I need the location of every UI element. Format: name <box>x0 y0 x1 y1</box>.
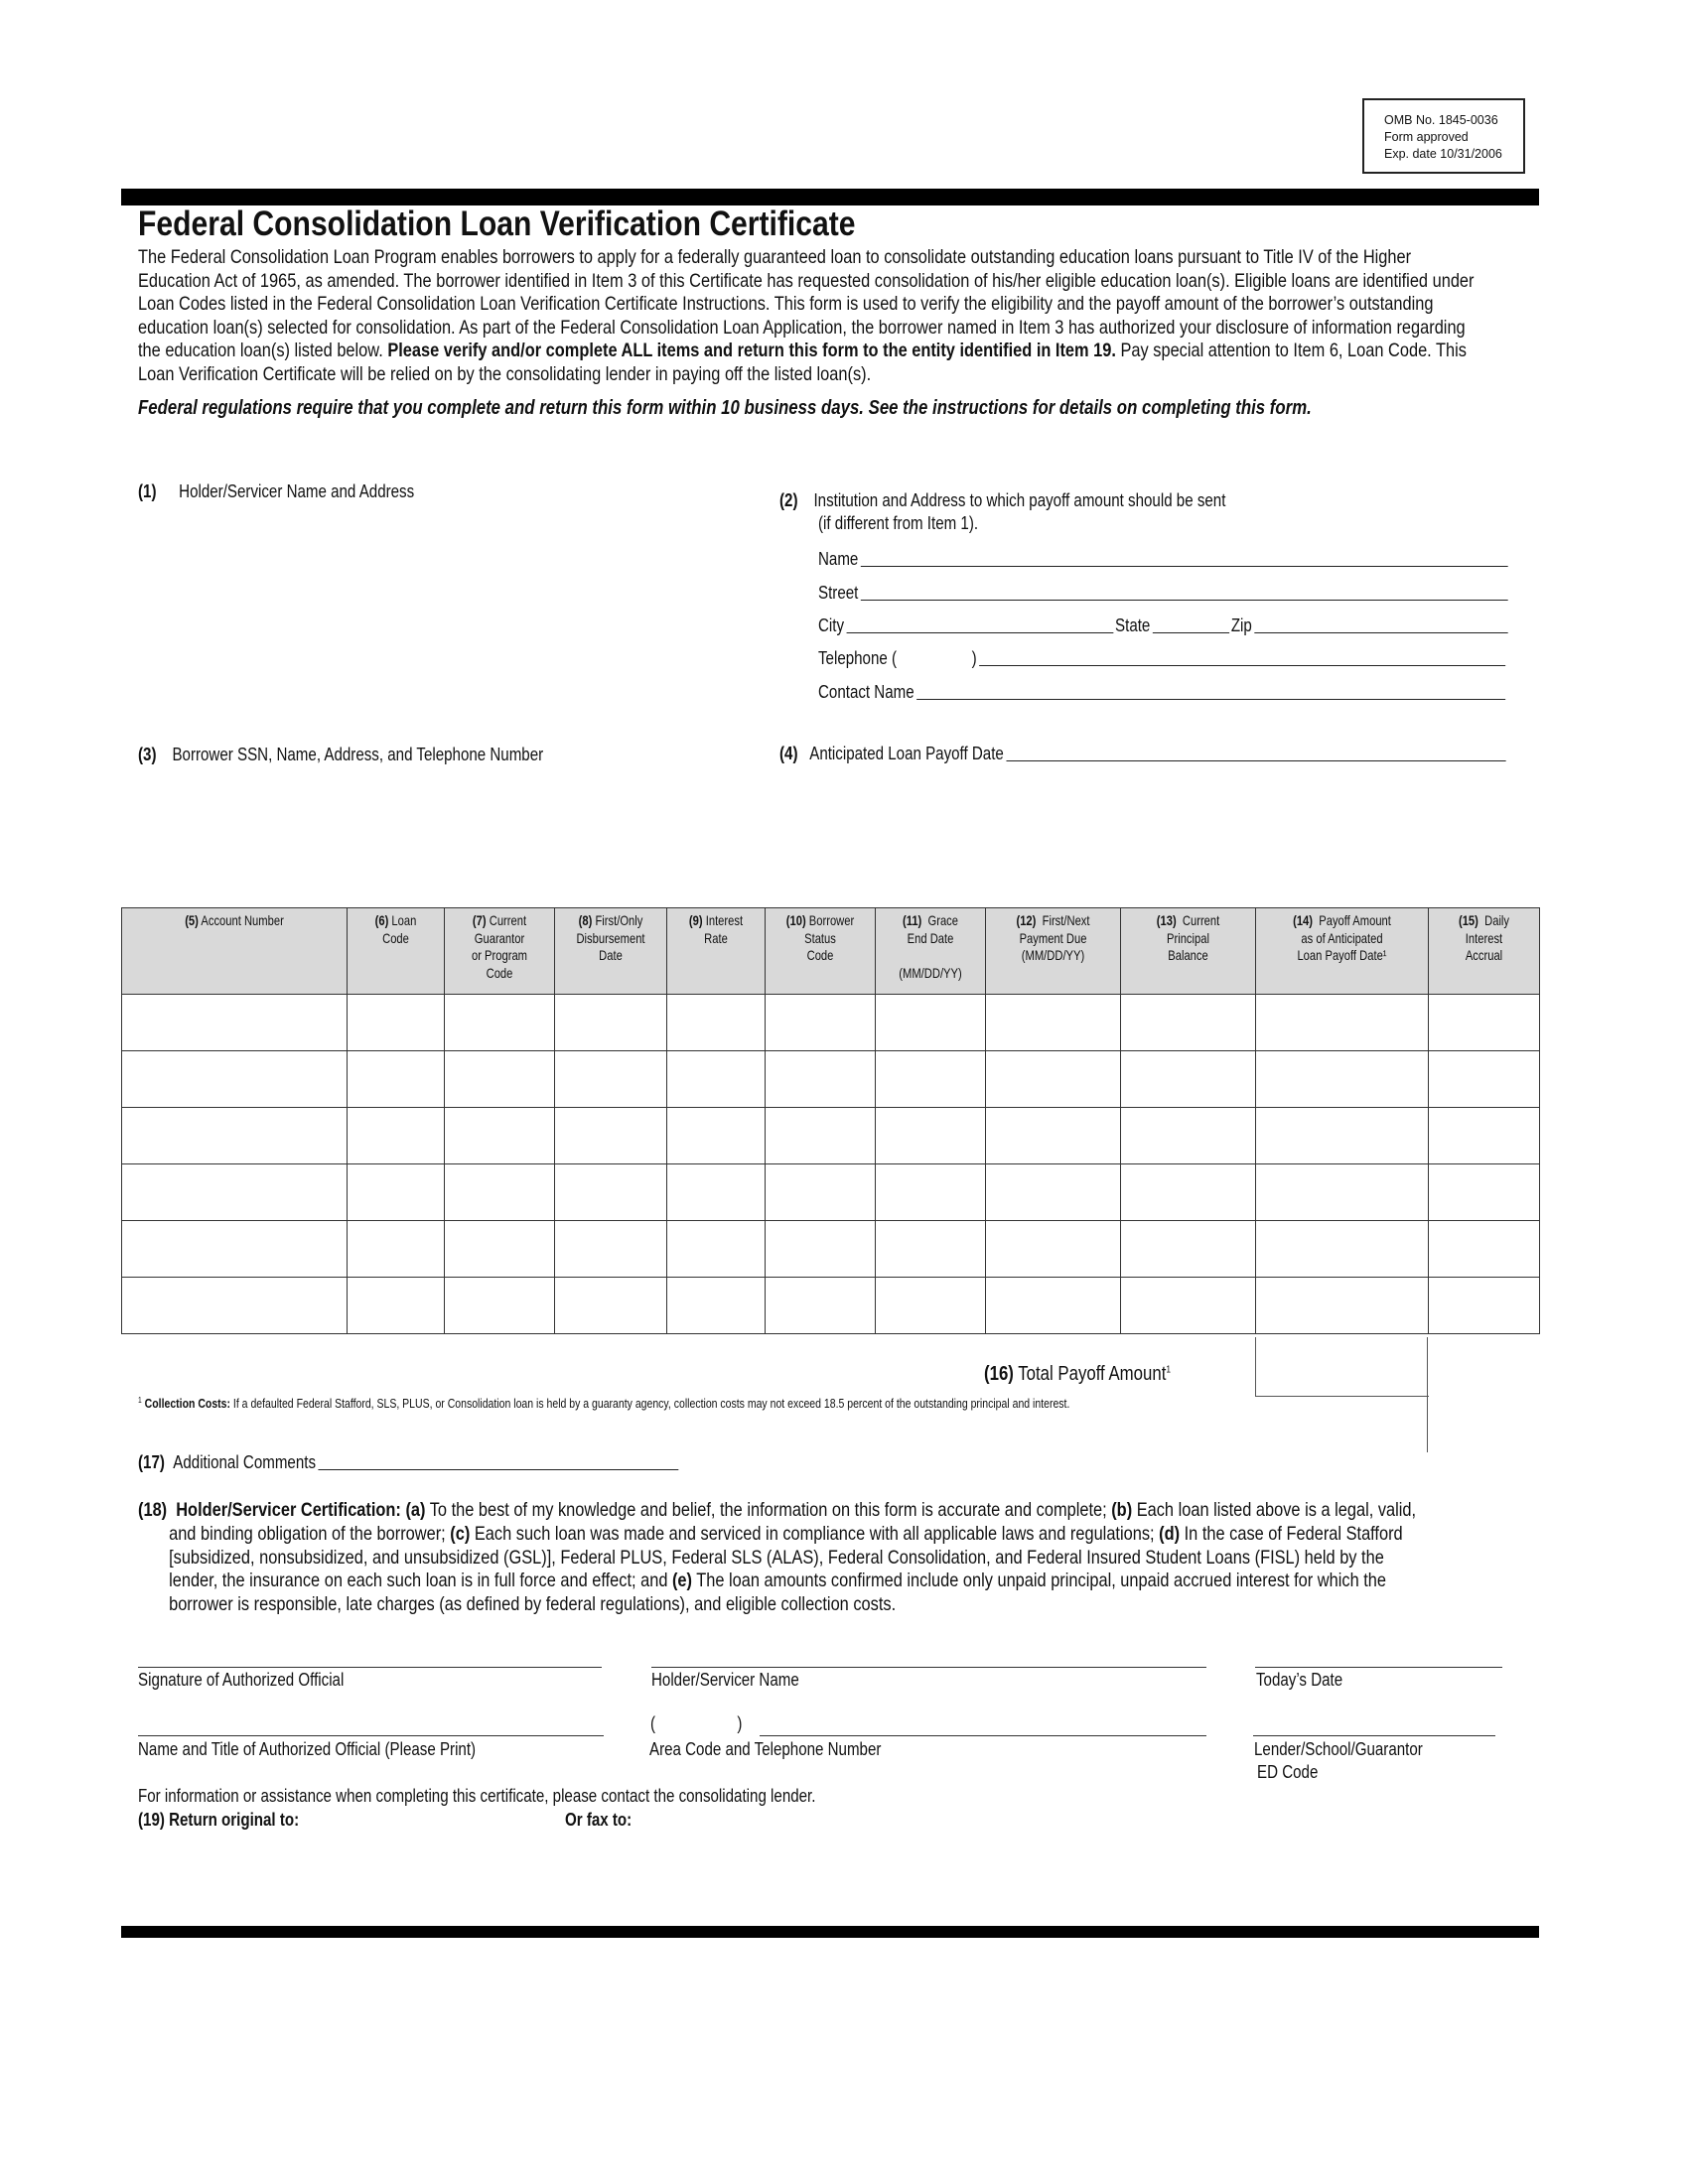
table-cell-input[interactable] <box>766 1221 876 1278</box>
table-cell-input[interactable] <box>1256 1108 1429 1164</box>
bold-text: (18) Holder/Servicer Certification: (a) <box>138 1499 426 1521</box>
item-label: Anticipated Loan Payoff Date <box>809 744 1004 763</box>
fax-to-label: Or fax to: <box>565 1810 633 1830</box>
column-label: Borrower <box>805 912 855 928</box>
item-label: Institution and Address to which payoff amount should be sent <box>813 490 1226 510</box>
contact-input-line[interactable] <box>916 698 1505 700</box>
total-payoff-label <box>984 1363 1171 1386</box>
text: education loan(s) selected for consolidation. As part of the Federal Consolidation Loan Application, the borrower named in Item 3 has authorized your disclosure of information regarding <box>138 316 1466 339</box>
telephone-line[interactable] <box>760 1735 1206 1736</box>
bold-text: (c) <box>450 1522 471 1545</box>
certification-paragraph <box>138 1499 1416 1617</box>
column-label: Date <box>599 947 623 963</box>
table-row <box>122 1221 1540 1278</box>
column-number: (5) <box>185 912 199 928</box>
header-line <box>566 947 655 965</box>
column-number: (11) <box>902 912 922 928</box>
text: Loan Verification Certificate will be relied on by the consolidating lender in paying off the listed loan(s). <box>138 362 872 385</box>
item-1 <box>138 481 414 502</box>
header-line <box>456 965 543 983</box>
table-cell-input[interactable] <box>1429 1051 1540 1108</box>
item-label: Additional Comments <box>173 1452 317 1472</box>
holder-name-line[interactable] <box>651 1667 1206 1668</box>
table-cell-input[interactable] <box>667 1051 766 1108</box>
table-cell-input[interactable] <box>766 995 876 1051</box>
column-label: Loan <box>388 912 417 928</box>
return-to-label: (19) Return original to: <box>138 1810 300 1830</box>
header-line <box>1135 912 1242 930</box>
header-line <box>1000 912 1107 930</box>
table-cell-input[interactable] <box>1429 995 1540 1051</box>
field-label: State <box>1115 615 1151 635</box>
item-number: (4) <box>779 744 798 763</box>
bold-text: (e) <box>671 1570 693 1592</box>
column-label: Code <box>486 964 513 981</box>
name-title-line[interactable] <box>138 1735 604 1736</box>
table-cell-input[interactable] <box>555 1164 667 1221</box>
header-line <box>1135 930 1242 948</box>
column-label: Current <box>486 912 527 928</box>
text-line <box>138 1547 1416 1570</box>
column-label: Account Number <box>198 912 284 928</box>
column-label: Grace <box>921 912 959 928</box>
item-2 <box>779 490 1225 511</box>
field-label: City <box>818 615 845 635</box>
field-label: Zip <box>1230 615 1252 635</box>
text: To the best of my knowledge and belief, the information on this form is accurate and complete; <box>425 1499 1112 1521</box>
table-cell-input[interactable] <box>876 1221 986 1278</box>
payoff-contact-field[interactable] <box>818 682 1507 703</box>
text: and binding obligation of the borrower; <box>169 1522 451 1545</box>
table-cell-input[interactable] <box>1121 1164 1256 1221</box>
item-number: (2) <box>779 490 798 510</box>
column-header <box>667 908 766 995</box>
footnote-text: If a defaulted Federal Stafford, SLS, PLUS, or Consolidation loan is held by a guaranty agency, collection costs may not exceed 18.5 percent of the outstanding principal and interest. <box>230 1397 1070 1412</box>
item-4[interactable] <box>779 744 1507 764</box>
column-label: or Program <box>471 947 528 963</box>
bold-text: (b) <box>1111 1499 1133 1521</box>
column-label: Loan Payoff Date¹ <box>1297 947 1387 963</box>
text: Each such loan was made and serviced in compliance with all applicable laws and regulations; <box>470 1522 1160 1545</box>
telephone-label: Area Code and Telephone Number <box>649 1739 882 1759</box>
expiration-date: Exp. date 10/31/2006 <box>1384 147 1502 161</box>
header-line <box>1135 947 1242 965</box>
table-cell-input[interactable] <box>445 1278 555 1334</box>
table-cell-input[interactable] <box>667 1108 766 1164</box>
table-cell-input[interactable] <box>1429 1108 1540 1164</box>
table-row <box>122 1051 1540 1108</box>
column-label: First/Next <box>1036 912 1090 928</box>
column-number: (10) <box>785 912 806 928</box>
table-cell-input[interactable] <box>348 1278 445 1334</box>
table-cell-input[interactable] <box>122 1051 348 1108</box>
text: borrower is responsible, late charges (as defined by federal regulations), and eligible collection costs. <box>169 1593 897 1616</box>
footnote-ref: 1 <box>1166 1364 1172 1376</box>
name-title-label: Name and Title of Authorized Official (Please Print) <box>138 1739 477 1759</box>
table-cell-input[interactable] <box>1121 1278 1256 1334</box>
table-header-row <box>122 908 1540 995</box>
omb-number: OMB No. 1845-0036 <box>1384 113 1498 127</box>
column-header <box>1121 908 1256 995</box>
column-label: Principal <box>1167 929 1209 946</box>
column-label: Rate <box>704 929 728 946</box>
item-number: (16) <box>984 1363 1014 1385</box>
table-cell-input[interactable] <box>1429 1221 1540 1278</box>
header-line <box>677 930 755 948</box>
table-cell-input[interactable] <box>348 1164 445 1221</box>
table-cell-input[interactable] <box>445 1051 555 1108</box>
table-cell-input[interactable] <box>348 1108 445 1164</box>
table-cell-input[interactable] <box>876 1051 986 1108</box>
table-cell-input[interactable] <box>667 1164 766 1221</box>
ed-code-label: ED Code <box>1257 1762 1319 1782</box>
table-cell-input[interactable] <box>1429 1164 1540 1221</box>
header-line <box>456 930 543 948</box>
item-number: (3) <box>138 745 157 764</box>
column-label: Code <box>806 947 834 963</box>
table-cell-input[interactable] <box>876 1164 986 1221</box>
table-cell-input[interactable] <box>986 995 1121 1051</box>
bottom-rule <box>121 1926 1539 1938</box>
table-cell-input[interactable] <box>445 1164 555 1221</box>
column-label: Balance <box>1168 947 1208 963</box>
column-number: (7) <box>472 912 487 928</box>
header-line <box>1273 930 1410 948</box>
table-cell-input[interactable] <box>667 1278 766 1334</box>
header-line <box>1273 912 1410 930</box>
column-header <box>986 908 1121 995</box>
table-cell-input[interactable] <box>1256 1278 1429 1334</box>
header-line <box>677 912 755 930</box>
header-line <box>566 930 655 948</box>
page-title: Federal Consolidation Loan Verification Certificate <box>138 205 856 243</box>
table-cell-input[interactable] <box>876 1278 986 1334</box>
text-line <box>138 363 1474 387</box>
column-label: End Date <box>907 929 954 946</box>
header-line <box>1440 912 1528 930</box>
table-cell-input[interactable] <box>1256 1051 1429 1108</box>
table-cell-input[interactable] <box>1121 1221 1256 1278</box>
bold-text: (d) <box>1159 1522 1181 1545</box>
header-line <box>776 930 864 948</box>
table-cell-input[interactable] <box>555 995 667 1051</box>
table-row <box>122 995 1540 1051</box>
column-label: (MM/DD/YY) <box>1021 947 1085 963</box>
telephone-input-line[interactable] <box>979 664 1505 666</box>
header-line <box>1000 947 1107 965</box>
table-cell-input[interactable] <box>1256 995 1429 1051</box>
table-row <box>122 1108 1540 1164</box>
header-line <box>887 965 974 983</box>
table-cell-input[interactable] <box>122 1221 348 1278</box>
column-label: Guarantor <box>474 929 525 946</box>
text: Pay special attention to Item 6, Loan Code. This <box>1115 340 1467 362</box>
text-line <box>138 1523 1416 1547</box>
text-line <box>138 1570 1416 1593</box>
footnote-title: Collection Costs: <box>144 1397 231 1412</box>
date-line[interactable] <box>1255 1667 1502 1668</box>
name-input-line[interactable] <box>861 565 1508 567</box>
table-cell-input[interactable] <box>1121 1051 1256 1108</box>
column-header <box>1256 908 1429 995</box>
item-label: Holder/Servicer Name and Address <box>179 481 415 501</box>
table-cell-input[interactable] <box>766 1051 876 1108</box>
table-cell-input[interactable] <box>1256 1164 1429 1221</box>
column-label: Payoff Amount <box>1313 912 1391 928</box>
footnote <box>138 1396 1069 1411</box>
text-line <box>138 1499 1416 1523</box>
table-cell-input[interactable] <box>555 1278 667 1334</box>
column-label: Payment Due <box>1019 929 1087 946</box>
column-header <box>445 908 555 995</box>
header-line <box>1440 930 1528 948</box>
header-line <box>357 930 435 948</box>
column-number: (14) <box>1293 912 1314 928</box>
column-label: Status <box>804 929 836 946</box>
field-label: Contact Name <box>818 682 914 702</box>
field-label: Name <box>818 549 859 569</box>
column-header <box>348 908 445 995</box>
ed-code-line[interactable] <box>1253 1735 1495 1736</box>
contact-info: For information or assistance when completing this certificate, please contact the consolidating lender. <box>138 1786 816 1806</box>
table-row <box>122 1164 1540 1221</box>
area-code-parens <box>650 1713 742 1734</box>
header-line <box>357 912 435 930</box>
comments-input-line[interactable] <box>319 1468 679 1470</box>
table-cell-input[interactable] <box>348 1221 445 1278</box>
payoff-telephone-field[interactable] <box>818 648 1507 669</box>
table-cell-input[interactable] <box>348 995 445 1051</box>
table-cell-input[interactable] <box>555 1051 667 1108</box>
column-label: (MM/DD/YY) <box>899 964 962 981</box>
table-cell-input[interactable] <box>986 1108 1121 1164</box>
state-input-line[interactable] <box>1153 631 1229 633</box>
paren: ) <box>971 648 977 668</box>
column-label: Daily <box>1477 912 1510 928</box>
table-cell-input[interactable] <box>667 1221 766 1278</box>
column-header <box>876 908 986 995</box>
total-box-rule <box>1427 1337 1428 1452</box>
text: The Federal Consolidation Loan Program enables borrowers to apply for a federally guaranteed loan to consolidate outstanding education loans pursuant to Title IV of the Higher <box>138 246 1412 268</box>
header-line <box>145 912 325 930</box>
column-header <box>1429 908 1540 995</box>
column-label <box>928 947 931 963</box>
table-cell-input[interactable] <box>122 1278 348 1334</box>
text: [subsidized, nonsubsidized, and unsubsidized (GSL)], Federal PLUS, Federal SLS (ALAS), Federal Consolidation, and Federal Insured Student Loans (FISL) held by the <box>169 1546 1384 1569</box>
column-number: (6) <box>374 912 389 928</box>
header-line <box>566 912 655 930</box>
loan-table <box>121 907 1540 1334</box>
column-number: (15) <box>1458 912 1478 928</box>
table-cell-input[interactable] <box>1121 995 1256 1051</box>
deadline-notice: Federal regulations require that you complete and return this form within 10 business days. See the instructions for details on completing this form. <box>138 397 1312 419</box>
zip-input-line[interactable] <box>1254 631 1507 633</box>
column-label: Code <box>382 929 409 946</box>
text: Loan Codes listed in the Federal Consolidation Loan Verification Certificate Instructions. This form is used to verify the eligibility and the payoff amount of the borrower’s outstanding <box>138 293 1434 316</box>
table-cell-input[interactable] <box>986 1221 1121 1278</box>
text-line <box>138 246 1474 270</box>
form-approved: Form approved <box>1384 130 1469 144</box>
table-cell-input[interactable] <box>876 1108 986 1164</box>
table-cell-input[interactable] <box>766 1278 876 1334</box>
table-cell-input[interactable] <box>555 1221 667 1278</box>
header-line <box>1273 947 1410 965</box>
table-cell-input[interactable] <box>876 995 986 1051</box>
table-cell-input[interactable] <box>122 995 348 1051</box>
column-label: Current <box>1176 912 1220 928</box>
header-line <box>776 947 864 965</box>
text: Education Act of 1965, as amended. The borrower identified in Item 3 of this Certificate has requested consolidation of his/her eligible education loan(s). Eligible loans are identified under <box>138 269 1475 292</box>
item-number: (17) <box>138 1452 165 1472</box>
table-cell-input[interactable] <box>445 995 555 1051</box>
payoff-street-field[interactable] <box>818 583 1509 604</box>
text: the education loan(s) listed below. <box>138 340 388 362</box>
table-cell-input[interactable] <box>445 1108 555 1164</box>
top-rule <box>121 189 1539 205</box>
total-payoff-input[interactable] <box>1255 1337 1429 1397</box>
signature-label: Signature of Authorized Official <box>138 1670 345 1690</box>
item-2-sub: (if different from Item 1). <box>818 513 979 533</box>
column-label: as of Anticipated <box>1301 929 1383 946</box>
item-3 <box>138 745 543 765</box>
column-number: (9) <box>688 912 703 928</box>
item-label: Total Payoff Amount <box>1013 1363 1167 1385</box>
header-line <box>887 912 974 930</box>
text-line <box>138 317 1474 341</box>
text-line <box>138 293 1474 317</box>
city-input-line[interactable] <box>847 631 1114 633</box>
column-label: Interest <box>702 912 744 928</box>
field-label: Telephone ( <box>818 648 898 668</box>
street-input-line[interactable] <box>861 599 1508 601</box>
text: lender, the insurance on each such loan is in full force and effect; and <box>169 1570 672 1592</box>
table-row <box>122 1278 1540 1334</box>
todays-date-label: Today’s Date <box>1256 1670 1343 1690</box>
intro-paragraph <box>138 246 1474 387</box>
lender-code-label: Lender/School/Guarantor <box>1254 1739 1423 1759</box>
payoff-date-input-line[interactable] <box>1006 759 1505 761</box>
header-line <box>456 947 543 965</box>
table-cell-input[interactable] <box>122 1164 348 1221</box>
omb-box <box>1362 98 1525 174</box>
column-label: Interest <box>1465 929 1503 946</box>
table-cell-input[interactable] <box>986 1051 1121 1108</box>
header-line <box>1000 930 1107 948</box>
header-line <box>887 930 974 948</box>
paren: ( <box>650 1713 656 1733</box>
signature-line[interactable] <box>138 1667 602 1668</box>
table-cell-input[interactable] <box>1121 1108 1256 1164</box>
bold-text: Please verify and/or complete ALL items and return this form to the entity identified in Item 19. <box>387 340 1116 362</box>
paren: ) <box>737 1713 743 1733</box>
table-cell-input[interactable] <box>766 1108 876 1164</box>
column-header <box>766 908 876 995</box>
table-cell-input[interactable] <box>986 1164 1121 1221</box>
table-cell-input[interactable] <box>667 995 766 1051</box>
payoff-city-state-zip[interactable] <box>818 615 1509 636</box>
table-cell-input[interactable] <box>766 1164 876 1221</box>
table-cell-input[interactable] <box>1256 1221 1429 1278</box>
footnote-mark: 1 <box>138 1396 142 1405</box>
text-line <box>138 1593 1416 1617</box>
column-label: Accrual <box>1465 947 1503 963</box>
text: Each loan listed above is a legal, valid, <box>1132 1499 1417 1521</box>
text: The loan amounts confirmed include only unpaid principal, unpaid accrued interest for which the <box>692 1570 1387 1592</box>
column-header <box>555 908 667 995</box>
text-line <box>138 340 1474 363</box>
item-17[interactable] <box>138 1452 680 1473</box>
text: In the case of Federal Stafford <box>1180 1522 1403 1545</box>
field-label: Street <box>818 583 859 603</box>
column-label: Disbursement <box>576 929 645 946</box>
header-line <box>887 947 974 965</box>
text-line <box>138 270 1474 294</box>
table-cell-input[interactable] <box>122 1108 348 1164</box>
table-cell-input[interactable] <box>555 1108 667 1164</box>
item-number: (1) <box>138 481 157 501</box>
column-header <box>122 908 348 995</box>
header-line <box>456 912 543 930</box>
item-label: Borrower SSN, Name, Address, and Telephone Number <box>172 745 544 764</box>
table-cell-input[interactable] <box>445 1221 555 1278</box>
header-line <box>1440 947 1528 965</box>
header-line <box>776 912 864 930</box>
column-number: (8) <box>578 912 593 928</box>
column-label: First/Only <box>592 912 643 928</box>
table-cell-input[interactable] <box>1429 1278 1540 1334</box>
holder-name-label: Holder/Servicer Name <box>651 1670 799 1690</box>
column-number: (13) <box>1156 912 1177 928</box>
payoff-name-field[interactable] <box>818 549 1509 570</box>
table-cell-input[interactable] <box>986 1278 1121 1334</box>
column-number: (12) <box>1016 912 1037 928</box>
table-cell-input[interactable] <box>348 1051 445 1108</box>
